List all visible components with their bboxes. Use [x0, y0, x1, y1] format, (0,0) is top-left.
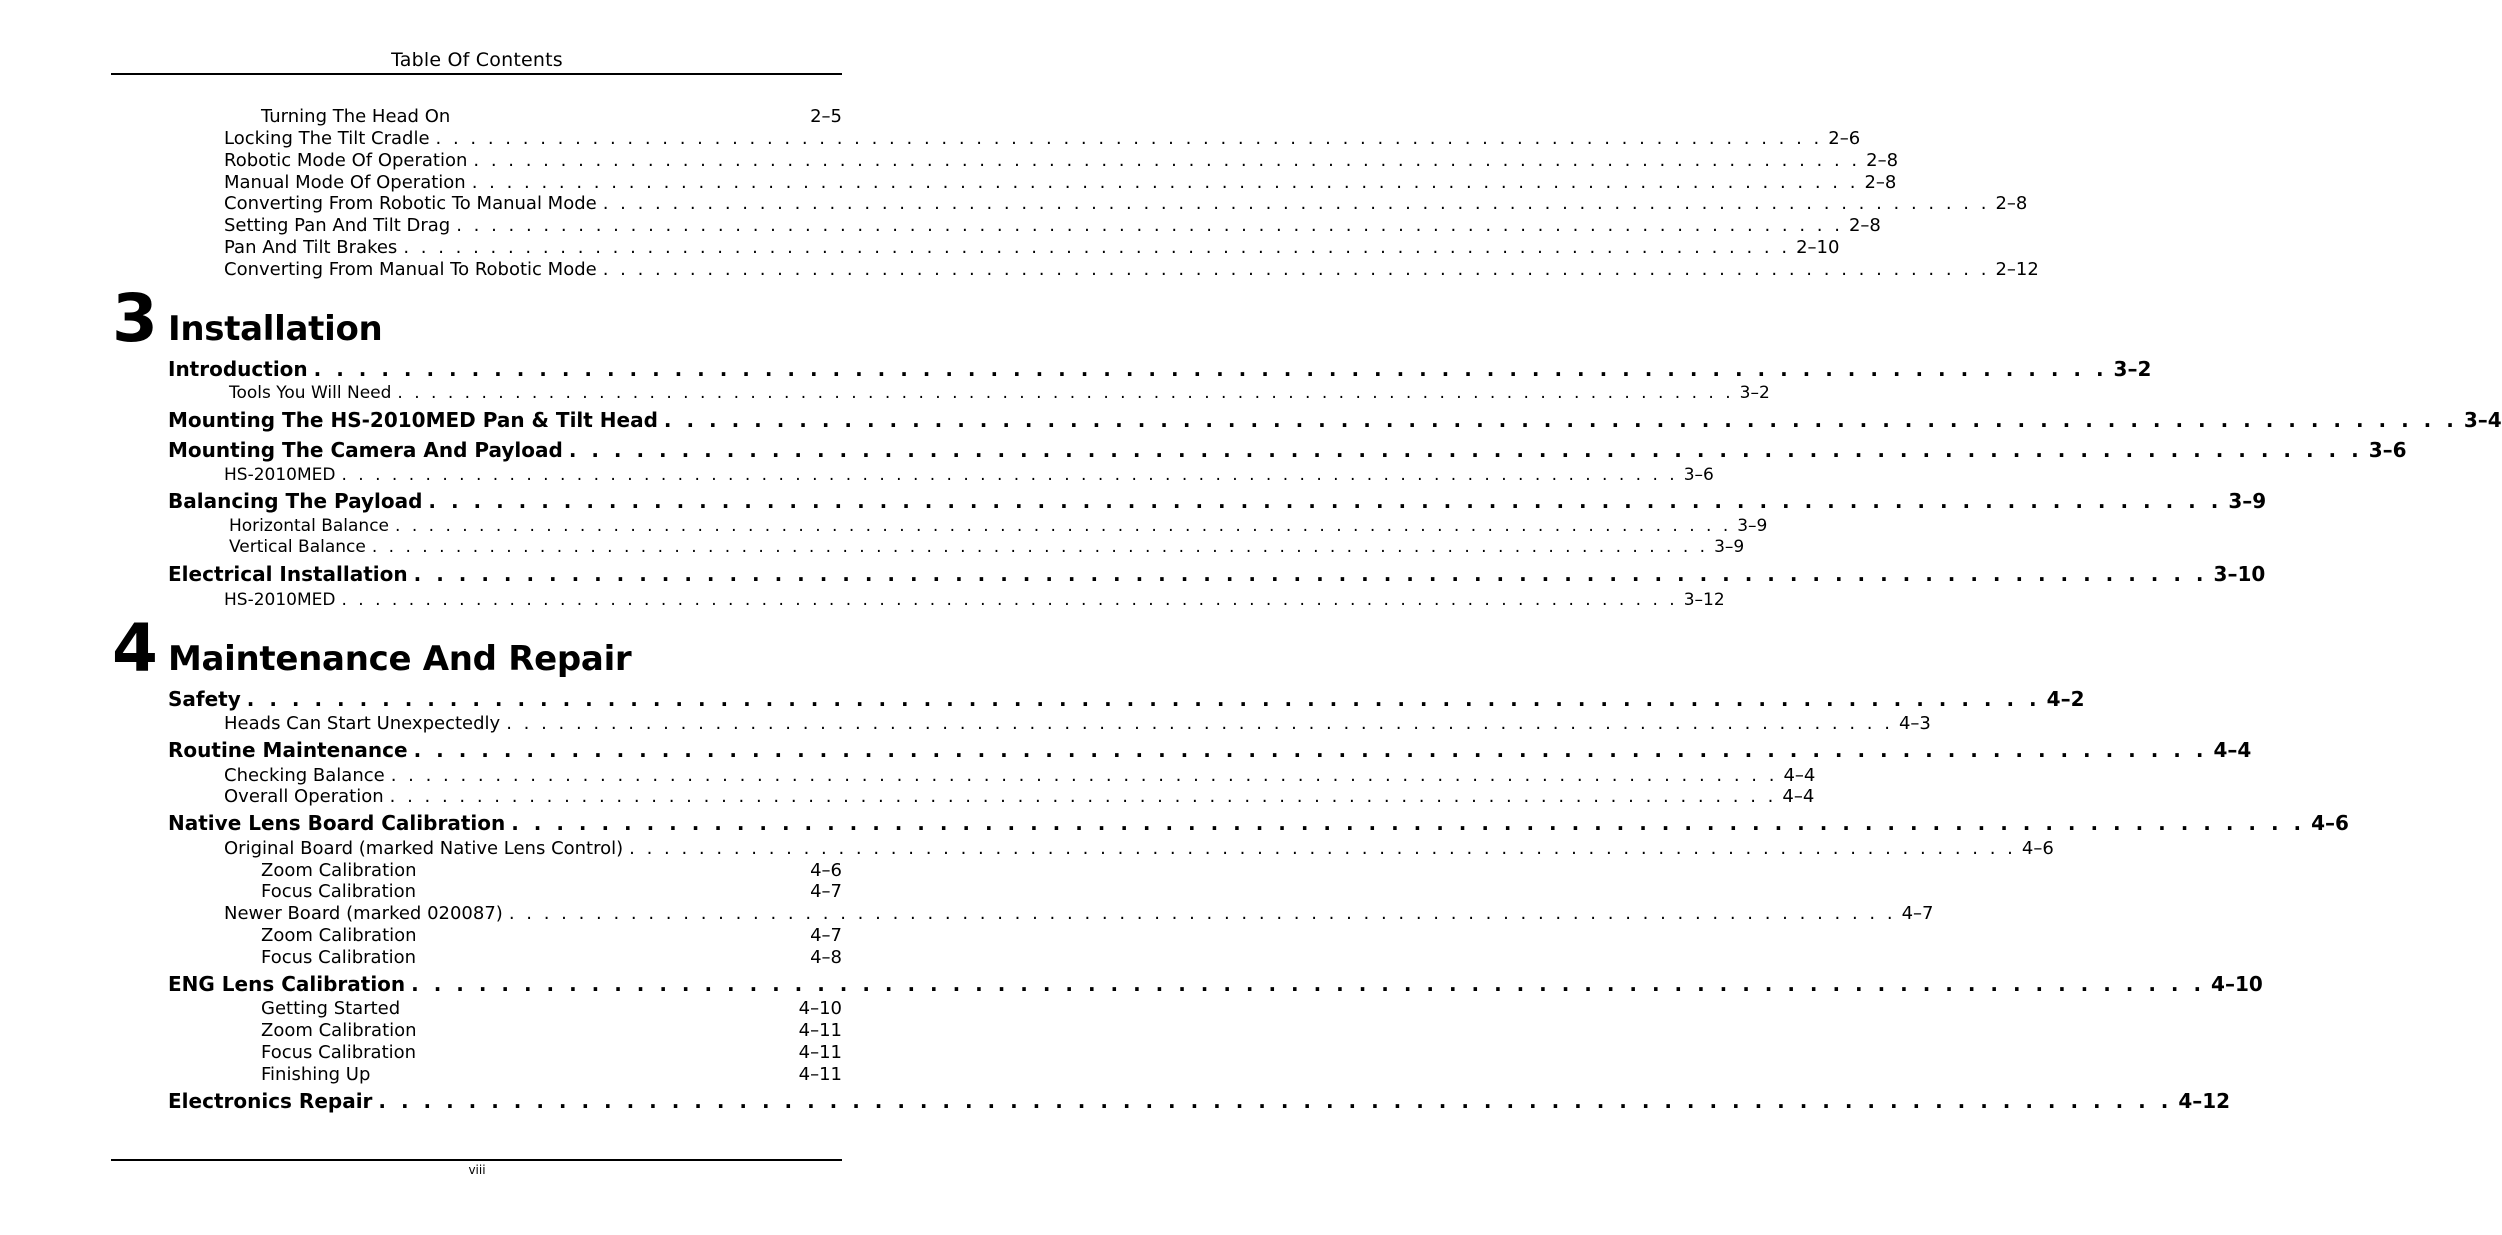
- chapter-title[interactable]: Installation: [168, 309, 383, 349]
- toc-leader: . . . . . . . . . . . . . . . . . . . . . . . . . . . . . . . . . . . . . . . . . . . . . . . . . . . . . . . . . . . . . . . . . . . . . . . . . . . . . . . .: [456, 215, 1843, 236]
- toc-entry-page: 4–6: [2021, 838, 2054, 859]
- toc-entry-page: 4–7: [1901, 903, 1934, 924]
- toc-entry[interactable]: [261, 1020, 842, 1041]
- toc-entry-label: Overall Operation: [224, 786, 384, 807]
- toc-entry-label: Safety: [168, 687, 241, 711]
- toc-entry-page: 4–11: [798, 1020, 842, 1041]
- toc-entry-page: 3–9: [2228, 489, 2267, 513]
- toc-entry-page: 4–2: [2046, 687, 2085, 711]
- toc-entry-page: 2–8: [1866, 150, 1899, 171]
- toc-leader: . . . . . . . . . . . . . . . . . . . . . . . . . . . . . . . . . . . . . . . . . . . . . . . . . . . . . . . . . . . . . . . . . . . . . . . . . . . . . . . .: [473, 150, 1861, 171]
- toc-entry[interactable]: [261, 925, 842, 946]
- toc-entry-page: 4–6: [810, 860, 842, 881]
- toc-entry-label: Electrical Installation: [168, 562, 408, 586]
- toc-section-entry[interactable]: [168, 738, 2252, 762]
- toc-entry[interactable]: [224, 465, 1714, 485]
- toc-entry[interactable]: [261, 1042, 842, 1063]
- toc-entry-page: 4–10: [798, 998, 842, 1019]
- toc-leader: . . . . . . . . . . . . . . . . . . . . . . . . . . . . . . . . . . . . . . . . . . . . . . . . . . . . . . . . . . . . . . . . . . . . . . . . . . . . . . . .: [471, 172, 1859, 193]
- toc-entry-label: ENG Lens Calibration: [168, 972, 406, 996]
- toc-leader: . . . . . . . . . . . . . . . . . . . . . . . . . . . . . . . . . . . . . . . . . . . . . . . . . . . . . . . . . . . . . . . . . . . . . . . . . . . . . . . .: [568, 438, 2363, 462]
- toc-entry-label: Zoom Calibration: [261, 1020, 417, 1041]
- toc-entry[interactable]: [261, 1064, 842, 1085]
- toc-section-entry[interactable]: [168, 562, 2266, 586]
- toc-entry[interactable]: [261, 106, 842, 127]
- toc-entry-label: Zoom Calibration: [261, 860, 417, 881]
- toc-entry[interactable]: [224, 713, 1931, 734]
- toc-section-entry[interactable]: [168, 408, 2502, 432]
- toc-entry-label: Introduction: [168, 357, 308, 381]
- toc-leader: . . . . . . . . . . . . . . . . . . . . . . . . . . . . . . . . . . . . . . . . . . . . . . . . . . . . . . . . . . . . . . . . . . . . . . . . . . . . . . . .: [663, 408, 2458, 432]
- header-rule: [111, 73, 842, 75]
- chapter-title[interactable]: Maintenance And Repair: [168, 639, 632, 679]
- toc-leader: . . . . . . . . . . . . . . . . . . . . . . . . . . . . . . . . . . . . . . . . . . . . . . . . . . . . . . . . . . . . . . . . . . . . . . . . . . . . . . . .: [511, 811, 2306, 835]
- toc-entry-page: 2–8: [1848, 215, 1881, 236]
- toc-entry-page: 3–6: [2368, 438, 2407, 462]
- toc-entry[interactable]: [224, 237, 1840, 258]
- toc-entry[interactable]: [224, 590, 1725, 610]
- toc-leader: . . . . . . . . . . . . . . . . . . . . . . . . . . . . . . . . . . . . . . . . . . . . . . . . . . . . . . . . . . . . . . . . . . . . . . . . . . . . . . . .: [397, 383, 1734, 403]
- toc-entry-page: 4–4: [2213, 738, 2252, 762]
- toc-leader: . . . . . . . . . . . . . . . . . . . . . . . . . . . . . . . . . . . . . . . . . . . . . . . . . . . . . . . . . . . . . . . . . . . . . . . . . . . . . . . .: [371, 537, 1709, 557]
- toc-entry-page: 4–4: [1783, 765, 1816, 786]
- chapter-number: 3: [112, 280, 158, 357]
- toc-leader: . . . . . . . . . . . . . . . . . . . . . . . . . . . . . . . . . . . . . . . . . . . . . . . . . . . . . . . . . . . . . . . . . . . . . . . . . . . . . . . .: [413, 562, 2208, 586]
- toc-leader: . . . . . . . . . . . . . . . . . . . . . . . . . . . . . . . . . . . . . . . . . . . . . . . . . . . . . . . . . . . . . . . . . . . . . . . . . . . . . . . .: [508, 903, 1896, 924]
- toc-entry-page: 3–2: [1739, 383, 1770, 403]
- footer-rule: [111, 1159, 842, 1161]
- toc-entry-page: 3–9: [1714, 537, 1745, 557]
- toc-entry-label: Routine Maintenance: [168, 738, 408, 762]
- toc-entry-label: HS-2010MED: [224, 590, 336, 610]
- toc-entry[interactable]: [229, 383, 1770, 403]
- toc-entry-label: Setting Pan And Tilt Drag: [224, 215, 451, 236]
- toc-leader: . . . . . . . . . . . . . . . . . . . . . . . . . . . . . . . . . . . . . . . . . . . . . . . . . . . . . . . . . . . . . . . . . . . . . . . . . . . . . . . .: [602, 193, 1990, 214]
- toc-entry-page: 3–2: [2113, 357, 2152, 381]
- toc-section-entry[interactable]: [168, 1089, 2231, 1113]
- toc-entry-label: Focus Calibration: [261, 1042, 417, 1063]
- toc-entry[interactable]: [261, 998, 842, 1019]
- toc-entry-label: Electronics Repair: [168, 1089, 373, 1113]
- header-title: Table Of Contents: [391, 49, 563, 71]
- toc-entry-page: 4–3: [1898, 713, 1931, 734]
- toc-entry-label: Getting Started: [261, 998, 401, 1019]
- toc-entry-page: 3–4: [2463, 408, 2502, 432]
- toc-leader: . . . . . . . . . . . . . . . . . . . . . . . . . . . . . . . . . . . . . . . . . . . . . . . . . . . . . . . . . . . . . . . . . . . . . . . . . . . . . . . .: [246, 687, 2041, 711]
- toc-entry[interactable]: [224, 193, 2028, 214]
- toc-leader: . . . . . . . . . . . . . . . . . . . . . . . . . . . . . . . . . . . . . . . . . . . . . . . . . . . . . . . . . . . . . . . . . . . . . . . . . . . . . . . .: [602, 259, 1990, 280]
- toc-entry-page: 2–6: [1828, 128, 1861, 149]
- toc-entry[interactable]: [224, 259, 2039, 280]
- toc-entry-page: 2–5: [810, 106, 842, 127]
- toc-section-entry[interactable]: [168, 972, 2263, 996]
- toc-entry[interactable]: [224, 786, 1815, 807]
- toc-leader: . . . . . . . . . . . . . . . . . . . . . . . . . . . . . . . . . . . . . . . . . . . . . . . . . . . . . . . . . . . . . . . . . . . . . . . . . . . . . . . .: [395, 516, 1732, 536]
- toc-entry[interactable]: [224, 765, 1816, 786]
- toc-entry-label: Heads Can Start Unexpectedly: [224, 713, 501, 734]
- toc-section-entry[interactable]: [168, 811, 2349, 835]
- toc-leader: . . . . . . . . . . . . . . . . . . . . . . . . . . . . . . . . . . . . . . . . . . . . . . . . . . . . . . . . . . . . . . . . . . . . . . . . . . . . . . . .: [313, 357, 2108, 381]
- toc-entry-label: Finishing Up: [261, 1064, 371, 1085]
- toc-leader: . . . . . . . . . . . . . . . . . . . . . . . . . . . . . . . . . . . . . . . . . . . . . . . . . . . . . . . . . . . . . . . . . . . . . . . . . . . . . . . .: [506, 713, 1893, 734]
- toc-entry-page: 2–12: [1995, 259, 2039, 280]
- toc-entry-page: 3–10: [2213, 562, 2266, 586]
- page-number: viii: [468, 1163, 486, 1177]
- toc-entry[interactable]: [229, 537, 1745, 557]
- toc-entry-label: Manual Mode Of Operation: [224, 172, 466, 193]
- toc-entry-label: Horizontal Balance: [229, 516, 390, 536]
- toc-leader: . . . . . . . . . . . . . . . . . . . . . . . . . . . . . . . . . . . . . . . . . . . . . . . . . . . . . . . . . . . . . . . . . . . . . . . . . . . . . . . .: [411, 972, 2206, 996]
- toc-entry-page: 4–11: [798, 1042, 842, 1063]
- toc-entry-page: 3–9: [1737, 516, 1768, 536]
- toc-leader: . . . . . . . . . . . . . . . . . . . . . . . . . . . . . . . . . . . . . . . . . . . . . . . . . . . . . . . . . . . . . . . . . . . . . . . . . . . . . . . .: [435, 128, 1823, 149]
- toc-entry-label: HS-2010MED: [224, 465, 336, 485]
- toc-entry-page: 4–7: [810, 925, 842, 946]
- toc-entry-label: Checking Balance: [224, 765, 385, 786]
- toc-entry-label: Original Board (marked Native Lens Control): [224, 838, 624, 859]
- chapter-number: 4: [112, 610, 158, 687]
- toc-entry-page: 4–10: [2211, 972, 2263, 996]
- toc-leader: . . . . . . . . . . . . . . . . . . . . . . . . . . . . . . . . . . . . . . . . . . . . . . . . . . . . . . . . . . . . . . . . . . . . . . . . . . . . . . . .: [389, 786, 1777, 807]
- toc-entry-page: 4–11: [798, 1064, 842, 1085]
- toc-entry-label: Vertical Balance: [229, 537, 366, 557]
- toc-entry[interactable]: [229, 516, 1768, 536]
- toc-entry-page: 4–12: [2178, 1089, 2231, 1113]
- toc-entry-page: 4–7: [810, 881, 842, 902]
- toc-entry-label: Focus Calibration: [261, 881, 417, 902]
- toc-entry-label: Newer Board (marked 020087): [224, 903, 503, 924]
- toc-entry-page: 4–8: [810, 947, 842, 968]
- toc-entry-page: 2–8: [1864, 172, 1897, 193]
- toc-section-entry[interactable]: [168, 357, 2152, 381]
- toc-entry-page: 3–12: [1683, 590, 1725, 610]
- toc-entry-page: 4–4: [1782, 786, 1815, 807]
- toc-entry-label: Zoom Calibration: [261, 925, 417, 946]
- toc-entry-page: 4–6: [2311, 811, 2349, 835]
- toc-entry-label: Native Lens Board Calibration: [168, 811, 506, 835]
- toc-section-entry[interactable]: [168, 489, 2267, 513]
- toc-entry[interactable]: [224, 150, 1899, 171]
- toc-leader: . . . . . . . . . . . . . . . . . . . . . . . . . . . . . . . . . . . . . . . . . . . . . . . . . . . . . . . . . . . . . . . . . . . . . . . . . . . . . . . .: [341, 465, 1678, 485]
- toc-entry-label: Tools You Will Need: [229, 383, 392, 403]
- toc-entry-label: Mounting The HS-2010MED Pan & Tilt Head: [168, 408, 658, 432]
- toc-entry[interactable]: [224, 903, 1934, 924]
- toc-entry-label: Turning The Head On: [261, 106, 451, 127]
- toc-entry-label: Mounting The Camera And Payload: [168, 438, 563, 462]
- toc-entry[interactable]: [224, 172, 1897, 193]
- toc-leader: . . . . . . . . . . . . . . . . . . . . . . . . . . . . . . . . . . . . . . . . . . . . . . . . . . . . . . . . . . . . . . . . . . . . . . . . . . . . . . . .: [390, 765, 1778, 786]
- toc-leader: . . . . . . . . . . . . . . . . . . . . . . . . . . . . . . . . . . . . . . . . . . . . . . . . . . . . . . . . . . . . . . . . . . . . . . . . . . . . . . . .: [629, 838, 2016, 859]
- toc-entry[interactable]: [261, 860, 842, 881]
- toc-entry-page: 2–10: [1796, 237, 1840, 258]
- toc-entry-label: Converting From Manual To Robotic Mode: [224, 259, 597, 280]
- toc-entry-page: 2–8: [1995, 193, 2028, 214]
- toc-leader: . . . . . . . . . . . . . . . . . . . . . . . . . . . . . . . . . . . . . . . . . . . . . . . . . . . . . . . . . . . . . . . . . . . . . . . . . . . . . . . .: [378, 1089, 2173, 1113]
- toc-entry-label: Robotic Mode Of Operation: [224, 150, 468, 171]
- toc-entry[interactable]: [261, 881, 842, 902]
- toc-leader: . . . . . . . . . . . . . . . . . . . . . . . . . . . . . . . . . . . . . . . . . . . . . . . . . . . . . . . . . . . . . . . . . . . . . . . . . . . . . . . .: [413, 738, 2208, 762]
- toc-leader: . . . . . . . . . . . . . . . . . . . . . . . . . . . . . . . . . . . . . . . . . . . . . . . . . . . . . . . . . . . . . . . . . . . . . . . . . . . . . . . .: [403, 237, 1791, 258]
- toc-entry-label: Balancing The Payload: [168, 489, 423, 513]
- toc-entry-label: Converting From Robotic To Manual Mode: [224, 193, 597, 214]
- toc-entry[interactable]: [224, 838, 2054, 859]
- toc-entry[interactable]: [224, 128, 1861, 149]
- toc-entry-label: Focus Calibration: [261, 947, 417, 968]
- toc-leader: . . . . . . . . . . . . . . . . . . . . . . . . . . . . . . . . . . . . . . . . . . . . . . . . . . . . . . . . . . . . . . . . . . . . . . . . . . . . . . . .: [428, 489, 2223, 513]
- toc-entry-label: Pan And Tilt Brakes: [224, 237, 398, 258]
- toc-section-entry[interactable]: [168, 438, 2407, 462]
- toc-entry-label: Locking The Tilt Cradle: [224, 128, 430, 149]
- toc-section-entry[interactable]: [168, 687, 2085, 711]
- toc-entry-page: 3–6: [1683, 465, 1714, 485]
- toc-entry[interactable]: [224, 215, 1881, 236]
- toc-entry[interactable]: [261, 947, 842, 968]
- toc-leader: . . . . . . . . . . . . . . . . . . . . . . . . . . . . . . . . . . . . . . . . . . . . . . . . . . . . . . . . . . . . . . . . . . . . . . . . . . . . . . . .: [341, 590, 1678, 610]
